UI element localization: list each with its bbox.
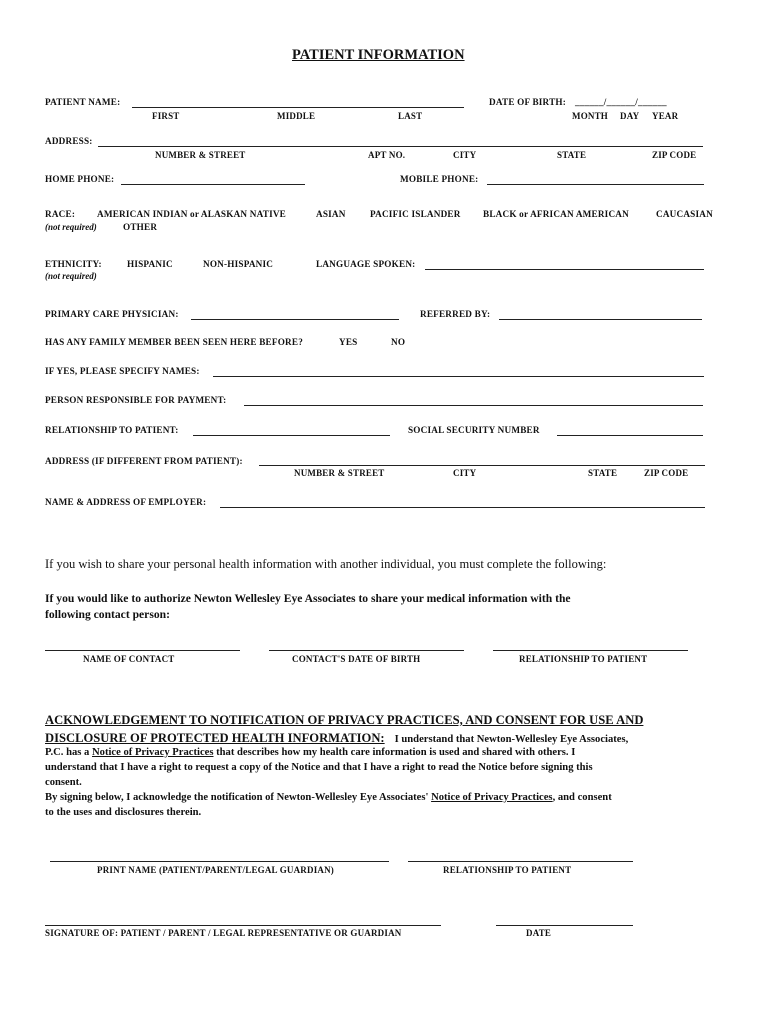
notice-link[interactable]: Notice of Privacy Practices (92, 747, 214, 758)
employer-field[interactable] (220, 507, 705, 508)
dob-label: DATE OF BIRTH: (489, 97, 567, 107)
page-title: PATIENT INFORMATION (292, 47, 465, 63)
ethnicity-option-non-hispanic[interactable]: NON-HISPANIC (203, 259, 274, 269)
dob-field[interactable]: ______/______/______ (575, 97, 667, 107)
race-label: RACE: (45, 209, 76, 219)
race-option-pacific-islander[interactable]: PACIFIC ISLANDER (370, 209, 461, 219)
mobile-phone-label: MOBILE PHONE: (400, 174, 479, 184)
primary-care-field[interactable] (191, 319, 399, 320)
specify-names-label: IF YES, PLEASE SPECIFY NAMES: (45, 366, 200, 376)
ack-line5 (45, 790, 612, 805)
race-option-asian[interactable]: ASIAN (316, 209, 346, 219)
employer-label: NAME & ADDRESS OF EMPLOYER: (45, 497, 207, 507)
patient-name-label: PATIENT NAME: (45, 97, 121, 107)
specify-names-field[interactable] (213, 376, 704, 377)
race-option-other[interactable]: OTHER (123, 222, 158, 232)
address2-state-caption: STATE (588, 468, 618, 478)
contact-relationship-caption: RELATIONSHIP TO PATIENT (519, 654, 648, 664)
print-name-field[interactable] (50, 861, 389, 862)
address-state-caption: STATE (557, 150, 587, 160)
race-option-american-indian[interactable]: AMERICAN INDIAN or ALASKAN NATIVE (97, 209, 287, 219)
last-name-caption: LAST (398, 111, 423, 121)
ethnicity-label: ETHNICITY: (45, 259, 102, 269)
race-not-required-note: (not required) (45, 222, 97, 232)
share-intro-text: If you wish to share your personal health information with another individual, you must complete the following: (45, 557, 607, 571)
dob-month-caption: MONTH (572, 111, 608, 121)
first-name-caption: FIRST (152, 111, 180, 121)
address2-street-caption: NUMBER & STREET (294, 468, 385, 478)
address-street-caption: NUMBER & STREET (155, 150, 246, 160)
patient-name-field[interactable] (132, 107, 464, 108)
contact-dob-field[interactable] (269, 650, 464, 651)
date-caption: DATE (526, 928, 552, 938)
responsible-payment-field[interactable] (244, 405, 703, 406)
dob-day-caption: DAY (620, 111, 640, 121)
home-phone-field[interactable] (121, 184, 305, 185)
ssn-field[interactable] (557, 435, 703, 436)
address2-field[interactable] (259, 465, 705, 466)
race-option-caucasian[interactable]: CAUCASIAN (656, 209, 713, 219)
print-name-caption: PRINT NAME (PATIENT/PARENT/LEGAL GUARDIAN) (97, 865, 334, 875)
ack-heading-line1: ACKNOWLEDGEMENT TO NOTIFICATION OF PRIVACY PRACTICES, AND CONSENT FOR USE AND (45, 713, 644, 727)
address-label: ADDRESS: (45, 136, 93, 146)
ack-line6: to the uses and disclosures therein. (45, 807, 202, 818)
address2-zip-caption: ZIP CODE (644, 468, 689, 478)
family-seen-yes[interactable]: YES (339, 337, 358, 347)
authorize-text-line2: following contact person: (45, 608, 170, 621)
family-seen-no[interactable]: NO (391, 337, 406, 347)
ack-line3: understand that I have a right to request a copy of the Notice and that I have a right to read the Notice before signing this (45, 762, 593, 773)
notice-link-2[interactable]: Notice of Privacy Practices (431, 792, 553, 803)
ack-line2-pre: P.C. has a (45, 747, 92, 758)
ethnicity-not-required-note: (not required) (45, 271, 97, 281)
ack-heading-line2-tail: I understand that Newton-Wellesley Eye Associates, (394, 734, 629, 745)
language-spoken-field[interactable] (425, 269, 704, 270)
signature-field[interactable] (45, 925, 441, 926)
ack-line2-post: that describes how my health care information is used and shared with others. I (213, 747, 576, 758)
date-field[interactable] (496, 925, 633, 926)
language-spoken-label: LANGUAGE SPOKEN: (316, 259, 416, 269)
dob-year-caption: YEAR (652, 111, 679, 121)
family-seen-question: HAS ANY FAMILY MEMBER BEEN SEEN HERE BEFORE? (45, 337, 304, 347)
relationship-field[interactable] (193, 435, 390, 436)
address2-city-caption: CITY (453, 468, 477, 478)
home-phone-label: HOME PHONE: (45, 174, 115, 184)
contact-name-field[interactable] (45, 650, 240, 651)
sign-relationship-caption: RELATIONSHIP TO PATIENT (443, 865, 572, 875)
signature-caption: SIGNATURE OF: PATIENT / PARENT / LEGAL REPRESENTATIVE OR GUARDIAN (45, 928, 402, 938)
contact-dob-caption: CONTACT'S DATE OF BIRTH (292, 654, 421, 664)
middle-name-caption: MIDDLE (277, 111, 316, 121)
address-zip-caption: ZIP CODE (652, 150, 697, 160)
ethnicity-option-hispanic[interactable]: HISPANIC (127, 259, 173, 269)
referred-by-field[interactable] (499, 319, 702, 320)
address-field[interactable] (98, 146, 703, 147)
responsible-payment-label: PERSON RESPONSIBLE FOR PAYMENT: (45, 395, 227, 405)
ack-line5-post: , and consent (552, 792, 612, 803)
contact-name-caption: NAME OF CONTACT (83, 654, 175, 664)
race-option-black[interactable]: BLACK or AFRICAN AMERICAN (483, 209, 629, 219)
ack-line2 (45, 745, 575, 760)
ack-line4: consent. (45, 777, 82, 788)
address-apt-caption: APT NO. (368, 150, 406, 160)
contact-relationship-field[interactable] (493, 650, 688, 651)
sign-relationship-field[interactable] (408, 861, 633, 862)
mobile-phone-field[interactable] (487, 184, 704, 185)
referred-by-label: REFERRED BY: (420, 309, 491, 319)
relationship-label: RELATIONSHIP TO PATIENT: (45, 425, 179, 435)
address-city-caption: CITY (453, 150, 477, 160)
ack-heading-line2-text: DISCLOSURE OF PROTECTED HEALTH INFORMATION: (45, 731, 385, 745)
primary-care-label: PRIMARY CARE PHYSICIAN: (45, 309, 179, 319)
authorize-text-line1: If you would like to authorize Newton Wellesley Eye Associates to share your medical information with the (45, 592, 571, 605)
ssn-label: SOCIAL SECURITY NUMBER (408, 425, 540, 435)
address2-label: ADDRESS (IF DIFFERENT FROM PATIENT): (45, 456, 243, 466)
ack-line5-pre: By signing below, I acknowledge the notification of Newton-Wellesley Eye Associates' (45, 792, 432, 803)
